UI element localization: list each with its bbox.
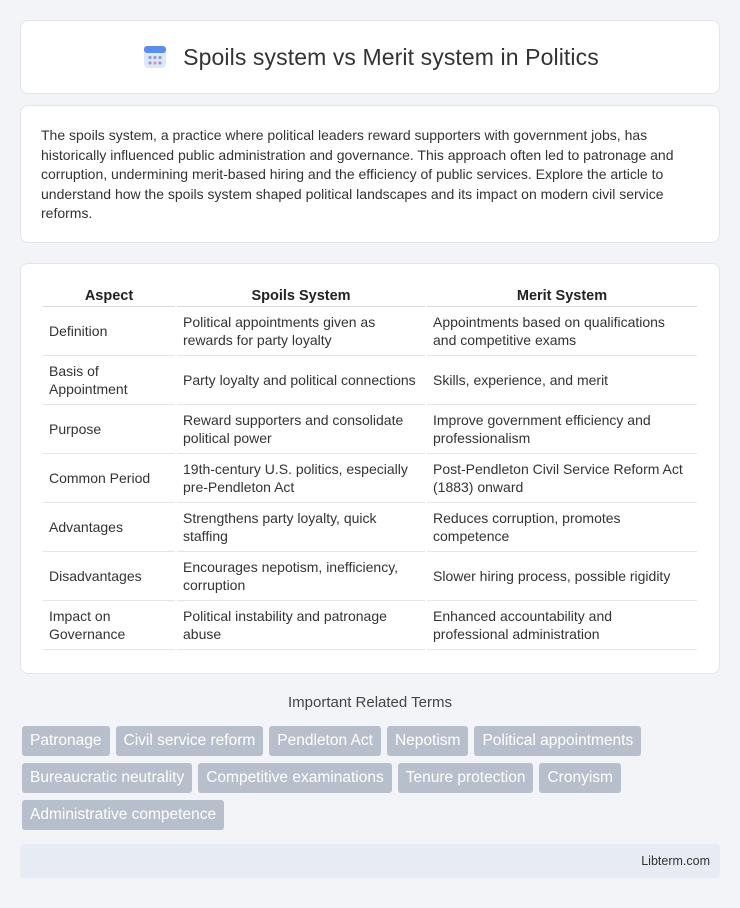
tag-nepotism[interactable]: Nepotism	[387, 726, 468, 756]
tag-competitive-examinations[interactable]: Competitive examinations	[198, 763, 391, 793]
aspect-cell: Impact on Governance	[43, 601, 175, 650]
merit-cell: Improve government efficiency and professionalism	[427, 405, 697, 454]
table-row	[43, 307, 697, 356]
table-header-row	[43, 284, 697, 307]
tag-bureaucratic-neutrality[interactable]: Bureaucratic neutrality	[22, 763, 192, 793]
intro-card	[20, 105, 720, 243]
column-header-spoils-system: Spoils System	[177, 284, 425, 307]
tag-civil-service-reform[interactable]: Civil service reform	[116, 726, 264, 756]
comparison-table-card	[20, 263, 720, 674]
footer	[20, 844, 720, 878]
header-card	[20, 20, 720, 94]
tag-patronage[interactable]: Patronage	[22, 726, 110, 756]
column-header-merit-system: Merit System	[427, 284, 697, 307]
title-wrap	[141, 43, 599, 71]
spoils-cell: Encourages nepotism, inefficiency, corruption	[177, 552, 425, 601]
merit-cell: Skills, experience, and merit	[427, 356, 697, 405]
aspect-cell: Purpose	[43, 405, 175, 454]
tag-pendleton-act[interactable]: Pendleton Act	[269, 726, 381, 756]
aspect-cell: Basis of Appointment	[43, 356, 175, 405]
tag-administrative-competence[interactable]: Administrative competence	[22, 800, 224, 830]
spoils-cell: Strengthens party loyalty, quick staffing	[177, 503, 425, 552]
spoils-cell: Reward supporters and consolidate political power	[177, 405, 425, 454]
table-row	[43, 601, 697, 650]
table-row	[43, 503, 697, 552]
tag-cronyism[interactable]: Cronyism	[539, 763, 620, 793]
intro-text: The spoils system, a practice where political leaders reward supporters with government jobs, has historically influenced public administration and governance. This approach often led to patronage and corruption, undermining merit-based hiring and the efficiency of public services. Explore the article to understand how the spoils system shaped political landscapes and its impact on modern civil service reforms.	[41, 127, 674, 221]
merit-cell: Post-Pendleton Civil Service Reform Act (1883) onward	[427, 454, 697, 503]
calendar-grid-icon	[141, 43, 169, 71]
tag-tenure-protection[interactable]: Tenure protection	[398, 763, 534, 793]
table-row	[43, 356, 697, 405]
merit-cell: Enhanced accountability and professional administration	[427, 601, 697, 650]
spoils-cell: Political appointments given as rewards for party loyalty	[177, 307, 425, 356]
spoils-cell: 19th-century U.S. politics, especially pre-Pendleton Act	[177, 454, 425, 503]
comparison-table	[41, 284, 699, 650]
aspect-cell: Definition	[43, 307, 175, 356]
merit-cell: Reduces corruption, promotes competence	[427, 503, 697, 552]
merit-cell: Appointments based on qualifications and competitive exams	[427, 307, 697, 356]
merit-cell: Slower hiring process, possible rigidity	[427, 552, 697, 601]
related-terms-title: Important Related Terms	[288, 694, 452, 711]
tag-political-appointments[interactable]: Political appointments	[474, 726, 641, 756]
spoils-cell: Political instability and patronage abuse	[177, 601, 425, 650]
aspect-cell: Common Period	[43, 454, 175, 503]
aspect-cell: Advantages	[43, 503, 175, 552]
table-row	[43, 552, 697, 601]
footer-site-link[interactable]: Libterm.com	[641, 854, 710, 868]
table-row	[43, 405, 697, 454]
spoils-cell: Party loyalty and political connections	[177, 356, 425, 405]
related-terms-tags	[22, 726, 722, 830]
page-title: Spoils system vs Merit system in Politics	[183, 43, 599, 70]
table-row	[43, 454, 697, 503]
aspect-cell: Disadvantages	[43, 552, 175, 601]
column-header-aspect: Aspect	[43, 284, 175, 307]
